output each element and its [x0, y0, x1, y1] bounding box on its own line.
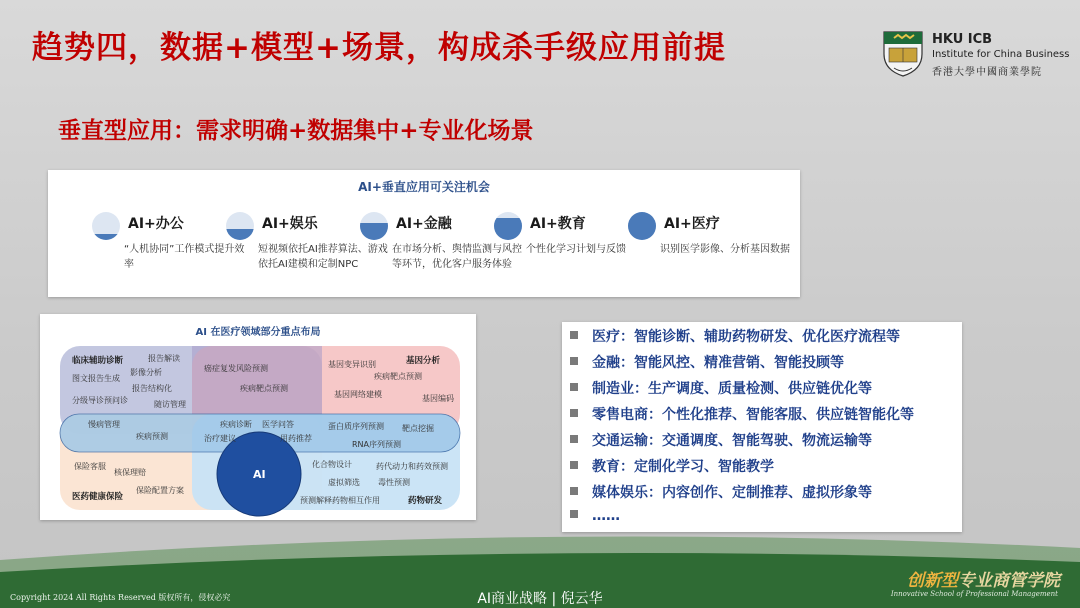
venn-label: 随访管理: [154, 400, 186, 409]
hku-icb-logo: [880, 28, 1070, 84]
venn-label: 蛋白质序列预测: [328, 422, 384, 431]
venn-label: 图文报告生成: [72, 374, 120, 383]
school-slogan: [907, 566, 1060, 591]
list-item: [570, 326, 900, 346]
logo-institute: Institute for China Business: [932, 49, 1070, 60]
square-bullet-icon: [570, 461, 578, 469]
venn-label: 用药推荐: [280, 434, 312, 443]
venn-label: 虚拟筛选: [328, 478, 360, 487]
venn-label: 保险客服: [74, 462, 106, 471]
list-item: [570, 430, 872, 450]
slide-title: 趋势四，数据+模型+场景，构成杀手级应用前提: [32, 30, 726, 66]
list-item: [570, 404, 914, 424]
school-slogan-english: Innovative School of Professional Management: [890, 590, 1058, 598]
logo-chinese: 香港大學中國商業學院: [932, 67, 1042, 78]
list-item-text: 媒体娱乐：内容创作、定制推荐、虚拟形象等: [592, 485, 872, 501]
square-bullet-icon: [570, 331, 578, 339]
list-item: [570, 352, 844, 372]
venn-label: 基因编码: [422, 394, 454, 403]
list-item-text: 制造业：生产调度、质量检测、供应链优化等: [592, 381, 872, 397]
venn-bold-label: 临床辅助诊断: [72, 356, 124, 366]
square-bullet-icon: [570, 510, 578, 518]
crest-icon: [880, 28, 926, 78]
slogan-part-a: 创新型: [907, 571, 958, 591]
progress-circle-icon: [92, 212, 120, 240]
progress-circle-icon: [628, 212, 656, 240]
venn-label: 影像分析: [130, 368, 162, 377]
venn-label: 治疗建议: [204, 434, 236, 443]
slogan-part-b: 专业商管学院: [958, 571, 1060, 591]
healthcare-venn-diagram: [40, 314, 476, 520]
list-item-text: 医疗：智能诊断、辅助药物研发、优化医疗流程等: [592, 329, 900, 345]
venn-label: RNA序列预测: [352, 440, 402, 449]
opportunity-name: AI+办公: [128, 216, 184, 232]
venn-label: 核保理赔: [114, 468, 146, 477]
venn-label: 报告结构化: [132, 384, 172, 393]
venn-label: 预测解释药物相互作用: [300, 496, 380, 505]
venn-label: 药代动力和药效预测: [376, 462, 448, 471]
opportunity-name: AI+医疗: [664, 216, 720, 232]
list-item-text: 教育：定制化学习、智能教学: [592, 459, 774, 475]
progress-circle-icon: [494, 212, 522, 240]
venn-label: 癌症复发风险预测: [204, 364, 268, 373]
slide-subtitle: 垂直型应用：需求明确+数据集中+专业化场景: [58, 118, 534, 144]
list-item-text: ……: [592, 508, 620, 524]
venn-label: 报告解读: [148, 354, 180, 363]
industry-application-list: [562, 322, 962, 532]
square-bullet-icon: [570, 409, 578, 417]
venn-label: 医学问答: [262, 420, 294, 429]
progress-circle-icon: [226, 212, 254, 240]
logo-name: HKU ICB: [932, 32, 993, 47]
list-item: [570, 378, 872, 398]
opportunity-name: AI+金融: [396, 216, 452, 232]
list-item-text: 金融：智能风控、精准营销、智能投顾等: [592, 355, 844, 371]
venn-label: 疾病预测: [136, 432, 168, 441]
square-bullet-icon: [570, 487, 578, 495]
venn-label: 疾病靶点预测: [374, 372, 422, 381]
opportunity-name: AI+教育: [530, 216, 586, 232]
square-bullet-icon: [570, 383, 578, 391]
opportunity-desc: “人机协同”工作模式提升效率: [124, 244, 245, 270]
venn-label: 化合物设计: [312, 460, 352, 469]
venn-label: 毒性预测: [378, 478, 410, 487]
progress-circle-icon: [360, 212, 388, 240]
venn-label: 保险配置方案: [136, 486, 184, 495]
venn-label: 疾病诊断: [220, 420, 252, 429]
opportunity-desc: 短视频依托AI推荐算法、游戏依托AI建模和定制NPC: [258, 244, 388, 270]
venn-label: 基因网络建模: [334, 390, 382, 399]
opportunity-name: AI+娱乐: [262, 216, 318, 232]
venn-title: AI 在医疗领域部分重点布局: [195, 327, 321, 338]
square-bullet-icon: [570, 435, 578, 443]
opportunity-desc: 个性化学习计划与反馈: [526, 244, 626, 255]
opportunity-desc: 识别医学影像、分析基因数据: [660, 244, 790, 255]
venn-bold-label: 医药健康保险: [72, 492, 124, 502]
venn-label: 慢病管理: [88, 420, 120, 429]
venn-label: 基因变异识别: [328, 360, 376, 369]
opportunities-title: AI+垂直应用可关注机会: [358, 180, 490, 194]
list-item: [570, 456, 774, 476]
venn-label: 分级导诊预问诊: [72, 396, 128, 405]
list-item: [570, 482, 872, 502]
venn-center-label: AI: [253, 468, 266, 481]
venn-label: 靶点挖掘: [402, 424, 434, 433]
square-bullet-icon: [570, 357, 578, 365]
opportunities-panel: [48, 170, 800, 297]
venn-bold-label: 基因分析: [406, 356, 441, 366]
venn-bold-label: 药物研发: [408, 496, 443, 506]
opportunity-desc: 在市场分析、舆情监测与风控等环节，优化客户服务体验: [392, 244, 522, 270]
list-item-text: 交通运输：交通调度、智能驾驶、物流运输等: [592, 433, 872, 449]
list-item-text: 零售电商：个性化推荐、智能客服、供应链智能化等: [592, 407, 914, 423]
venn-label: 疾病靶点预测: [240, 384, 288, 393]
copyright-text: Copyright 2024 All Rights Reserved 版权所有，侵权必究: [10, 593, 231, 602]
course-label: AI商业战略 | 倪云华: [477, 591, 603, 607]
